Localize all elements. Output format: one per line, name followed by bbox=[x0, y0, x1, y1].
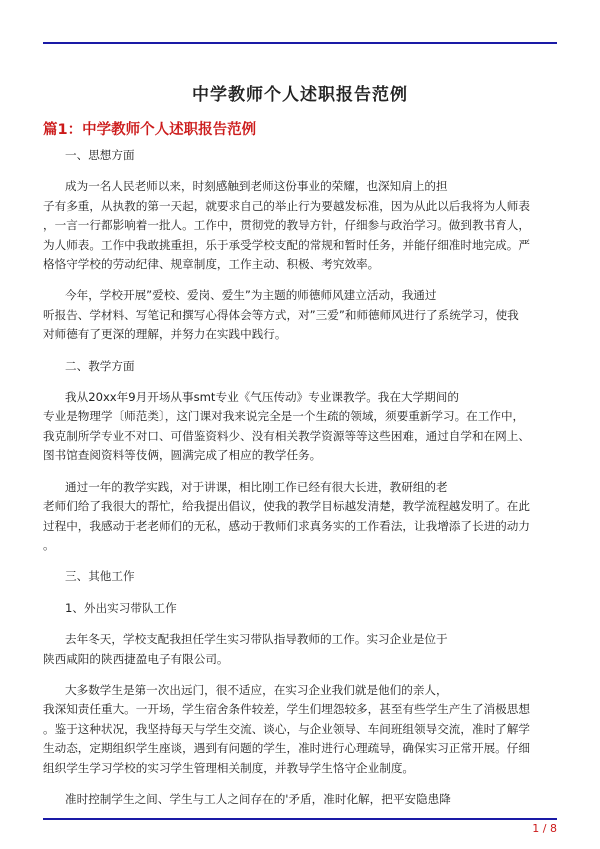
text-line: 组织学生学习学校的实习学生管理相关制度，并教导学生恪守企业制度。 bbox=[43, 760, 415, 775]
paragraph bbox=[43, 790, 557, 809]
paragraph bbox=[43, 630, 557, 669]
text-line: 。鉴于这种状况，我坚持每天与学生交流、谈心，与企业领导、车间班组领导交流，准时了解学 bbox=[43, 721, 530, 736]
text-line: 对师德有了更深的理解，并努力在实践中践行。 bbox=[43, 327, 287, 342]
section-title: 篇1：中学教师个人述职报告范例 bbox=[43, 122, 257, 138]
bottom-rule bbox=[43, 818, 557, 820]
text-line: 陕西咸阳的陕西捷盈电子有限公司。 bbox=[43, 651, 229, 666]
text-line: 准时控制学生之间、学生与工人之间存在的'矛盾，准时化解，把平安隐患降 bbox=[65, 791, 451, 806]
text-line: 图书馆查阅资料等伎俩，圆满完成了相应的教学任务。 bbox=[43, 448, 322, 463]
text-line: 去年冬天，学校支配我担任学生实习带队指导教师的工作。实习企业是位于 bbox=[65, 632, 448, 647]
text-line: 为人师表。工作中我敢挑重担，乐于承受学校支配的常规和暂时任务，并能仔细准时地完成。严 bbox=[43, 237, 530, 252]
text-line: 过程中，我感动于老老师们的无私，感动于教师们求真务实的工作看法，让我增添了长进的动力 bbox=[43, 518, 530, 533]
document-title: 中学教师个人述职报告范例 bbox=[192, 85, 408, 105]
text-line: 我深知责任重大。一开场，学生宿舍条件较差，学生们埋怨较多，甚至有些学生产生了消极思想 bbox=[43, 702, 530, 717]
text-line: 今年，学校开展”爱校、爱岗、爱生”为主题的师德师风建立活动，我通过 bbox=[65, 288, 437, 303]
paragraph bbox=[43, 478, 557, 556]
text-line: 通过一年的教学实践，对于讲课，相比刚工作已经有很大长进，教研组的老 bbox=[65, 479, 448, 494]
text-line: 老师们给了我很大的帮忙，给我提出倡议，使我的教学目标越发清楚，教学流程越发明了。在此 bbox=[43, 499, 530, 514]
heading-internship: 1、外出实习带队工作 bbox=[65, 600, 177, 615]
paragraph bbox=[43, 177, 557, 274]
text-line: 听报告、学材料、写笔记和撰写心得体会等方式，对”三爱”和师德师风进行了系统学习，使我 bbox=[43, 307, 519, 322]
heading-teaching: 二、教学方面 bbox=[65, 358, 135, 373]
top-rule bbox=[43, 42, 557, 44]
text-line: 大多数学生是第一次出远门，很不适应，在实习企业我们就是他们的亲人， bbox=[65, 682, 448, 697]
text-line: 我克制所学专业不对口、可借鉴资料少、没有相关教学资源等等这些困难，通过自学和在网上、 bbox=[43, 428, 530, 443]
paragraph bbox=[43, 388, 557, 466]
text-line: 格恪守学校的劳动纪律、规章制度，工作主动、积极、考究效率。 bbox=[43, 257, 380, 272]
page-number: 1 / 8 bbox=[532, 822, 557, 835]
text-line: 生动态，定期组织学生座谈，遇到有问题的学生，准时进行心理疏导，确保实习正常开展。仔细 bbox=[43, 741, 530, 756]
text-line: ，一言一行都影响着一批人。工作中，贯彻党的教导方针，仔细参与政治学习。做到教书育人， bbox=[43, 218, 530, 233]
text-line: 子有多重，从执教的第一天起，就要求自己的举止行为要越发标准，因为从此以后我将为人师表 bbox=[43, 198, 530, 213]
heading-thought: 一、思想方面 bbox=[65, 148, 135, 162]
text-line: 。 bbox=[43, 537, 55, 552]
heading-other-work: 三、其他工作 bbox=[65, 569, 135, 584]
text-line: 我从20xx年9月开场从事smt专业《气压传动》专业课教学。我在大学期间的 bbox=[65, 390, 459, 405]
document-body bbox=[43, 146, 557, 821]
paragraph bbox=[43, 286, 557, 344]
paragraph bbox=[43, 681, 557, 778]
text-line: 成为一名人民老师以来，时刻感触到老师这份事业的荣耀，也深知肩上的担 bbox=[65, 179, 448, 194]
text-line: 专业是物理学〔师范类〕，这门课对我来说完全是一个生疏的领域，须要重新学习。在工作中， bbox=[43, 409, 525, 424]
